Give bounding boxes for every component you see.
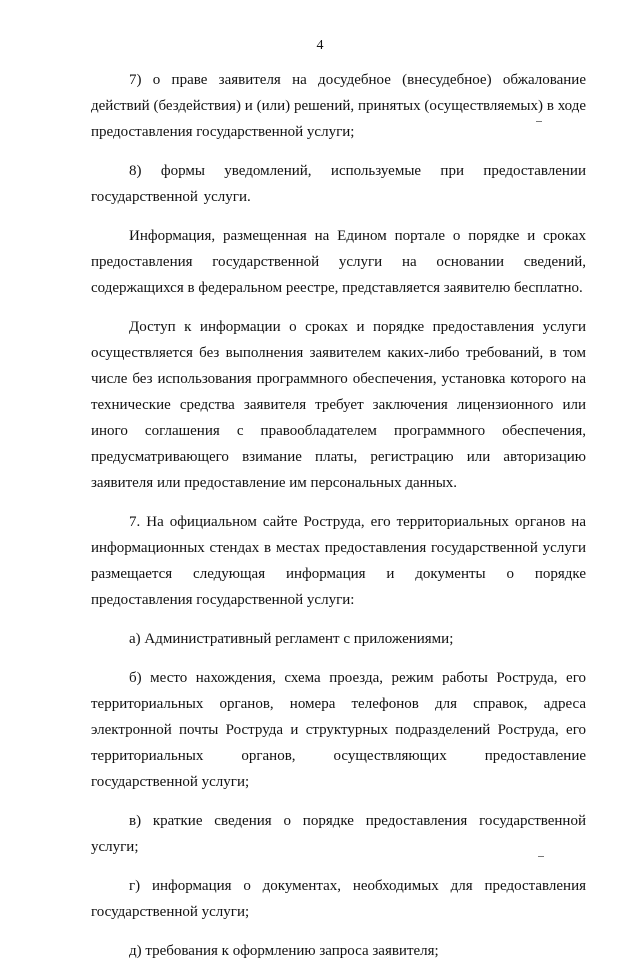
scan-speck [538,856,544,857]
paragraph-appeal-right: 7) о праве заявителя на досудебное (внесудебное) обжалование действий (бездействия) и (или) решений, принятых (осуществляемых) в ходе предоставления государственной услуги; [91,72,586,140]
list-item-b: б) место нахождения, схема проезда, режим работы Роструда, его территориальных органов, номера телефонов для справок, адреса электронной почты Роструда и структурных подразделений Роструда, его территориальных органов, осуществляющих предоставление государственной услуги; [91,670,586,790]
paragraph-official-site-info: 7. На официальном сайте Роструда, его территориальных органов на информационных стендах в местах предоставления государственной услуги размещается следующая информация и документы о порядке предоставления государственной услуги: [91,514,586,608]
document-body [91,67,586,977]
list-item-v: в) краткие сведения о порядке предоставления государственной услуги; [91,813,586,855]
paragraph-notification-forms: 8) формы уведомлений, используемые при предоставлении государственной услуги. [91,163,586,205]
paragraph-unified-portal-info: Информация, размещенная на Едином портале о порядке и сроках предоставления государственной услуги на основании сведений, содержащихся в федеральном реестре, представляется заявителю бесплатно. [91,228,586,296]
list-item-g: г) информация о документах, необходимых для предоставления государственной услуги; [91,878,586,920]
list-item-a: а) Административный регламент с приложениями; [129,631,454,647]
scan-speck [536,121,542,122]
paragraph-access-to-information: Доступ к информации о сроках и порядке предоставления услуги осуществляется без выполнения заявителем каких-либо требований, в том числе без использования программного обеспечения, установка которого на технические средства заявителя требует заключения лицензионного или иного соглашения с правообладателем программного обеспечения, предусматривающего взимание платы, регистрацию или авторизацию заявителя или предоставление им персональных данных. [91,319,586,491]
page-number: 4 [316,38,324,53]
list-item-d: д) требования к оформлению запроса заявителя; [129,943,439,959]
